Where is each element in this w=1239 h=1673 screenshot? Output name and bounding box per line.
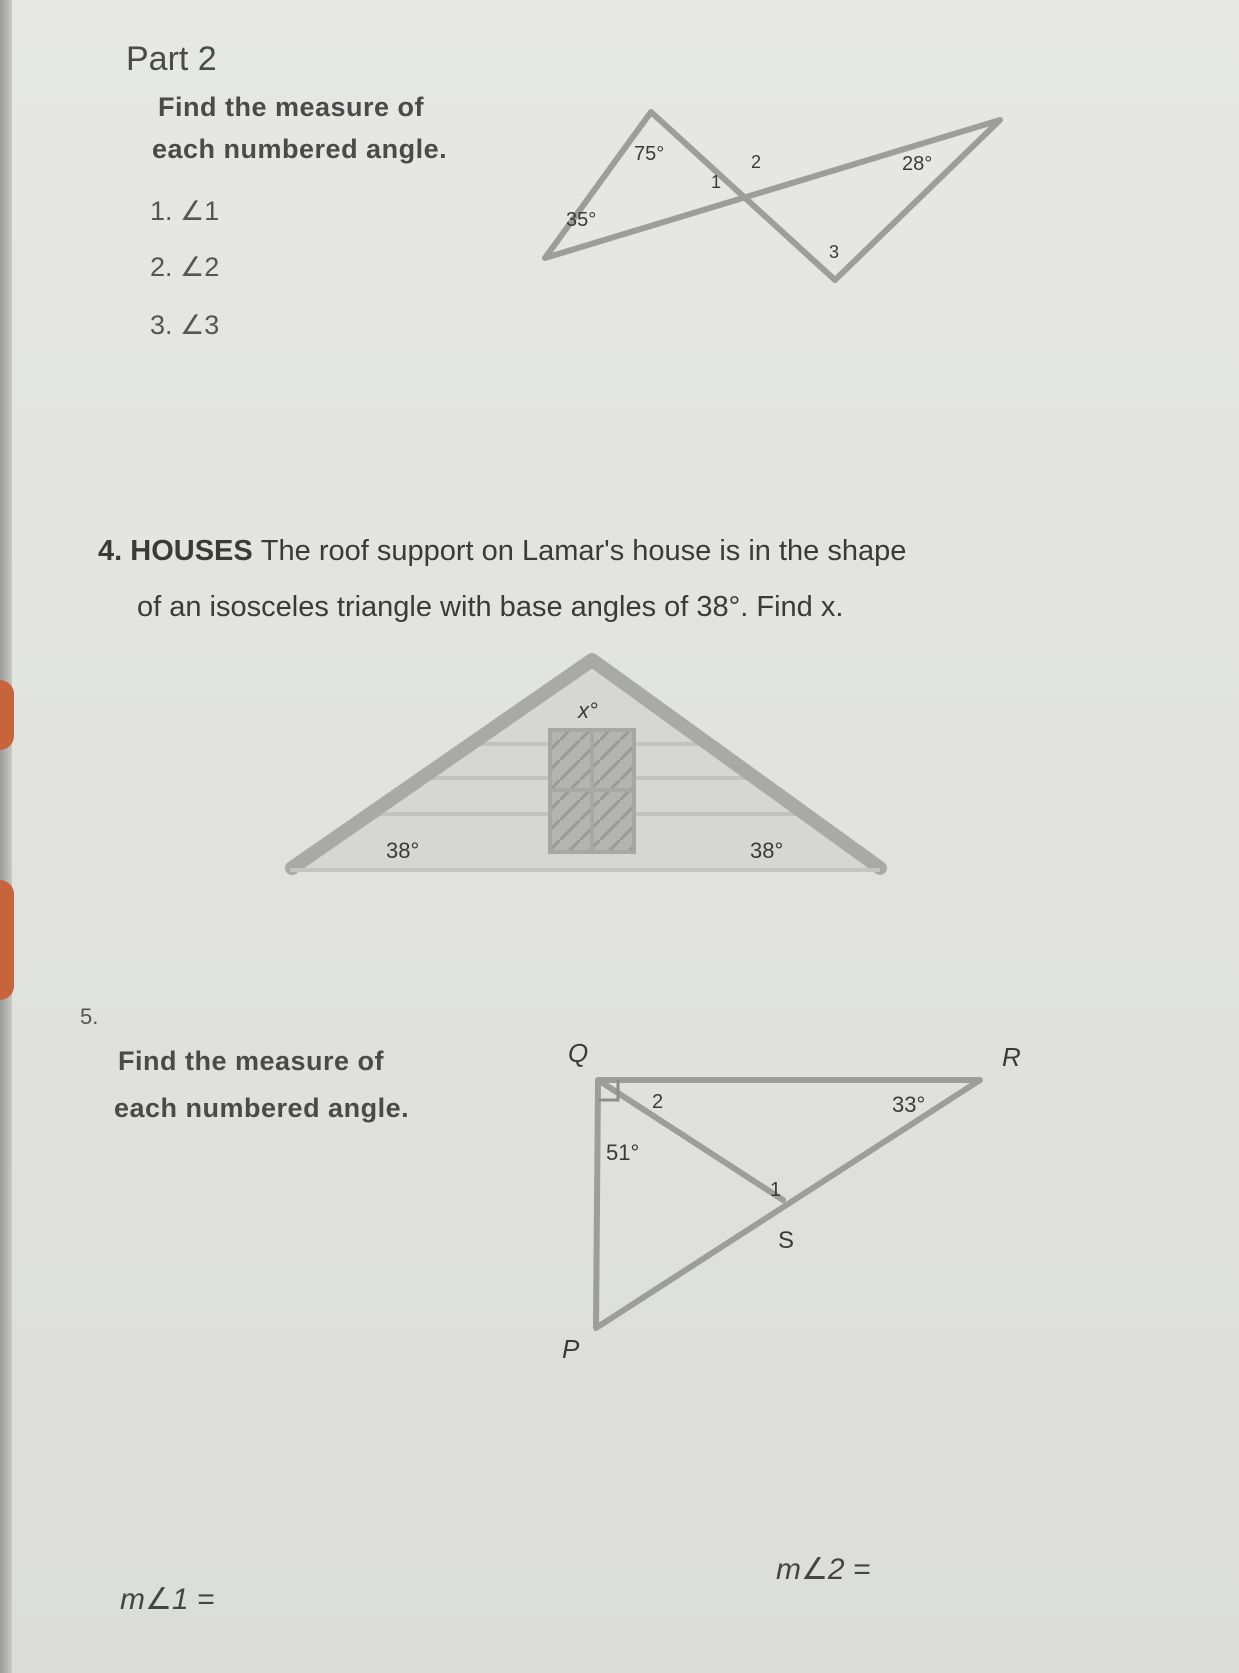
apex-x-label: x° — [578, 698, 598, 723]
problem-5-number: 5. — [80, 1004, 99, 1029]
angle-75-label: 75° — [634, 143, 665, 165]
vertex-r-label: R — [1002, 1042, 1021, 1072]
angle-51-label: 51° — [606, 1140, 640, 1165]
problem-4-heading: HOUSES — [130, 535, 253, 567]
problem-4-number: 4. — [98, 535, 123, 567]
instruction-line-1: Find the measure of — [158, 92, 425, 122]
question-2: 2. ∠2 — [150, 252, 220, 282]
angle-35-label: 35° — [566, 209, 597, 231]
question-3: 3. ∠3 — [150, 310, 220, 340]
angle-33-label: 33° — [892, 1092, 926, 1117]
instruction-line-2: each numbered angle. — [152, 134, 448, 164]
vertex-q-label: Q — [568, 1038, 589, 1068]
question-1: 1. ∠1 — [150, 196, 220, 226]
problem-5-instruction-2: each numbered angle. — [114, 1093, 410, 1123]
left-base-angle-label: 38° — [386, 838, 420, 863]
angle-28-label: 28° — [902, 153, 933, 175]
vertex-s-label: S — [778, 1227, 795, 1254]
part-title: Part 2 — [126, 40, 217, 78]
angle-1-label: 1 — [711, 172, 722, 192]
right-base-angle-label: 38° — [750, 838, 784, 863]
angle-2-label: 2 — [751, 152, 762, 172]
angle-3-label: 3 — [829, 242, 840, 262]
answer-angle-2: m∠2 = — [776, 1553, 871, 1586]
answer-angle-1: m∠1 = — [120, 1583, 215, 1616]
vertex-p-label: P — [562, 1334, 580, 1364]
angle-2-label: 2 — [652, 1091, 664, 1113]
angle-1-label: 1 — [770, 1179, 782, 1201]
problem-4-text-2: of an isosceles triangle with base angles of 38°. Find x. — [137, 591, 844, 623]
problem-5-instruction-1: Find the measure of — [118, 1046, 385, 1076]
problem-4-text-1: The roof support on Lamar's house is in the shape — [260, 535, 907, 567]
